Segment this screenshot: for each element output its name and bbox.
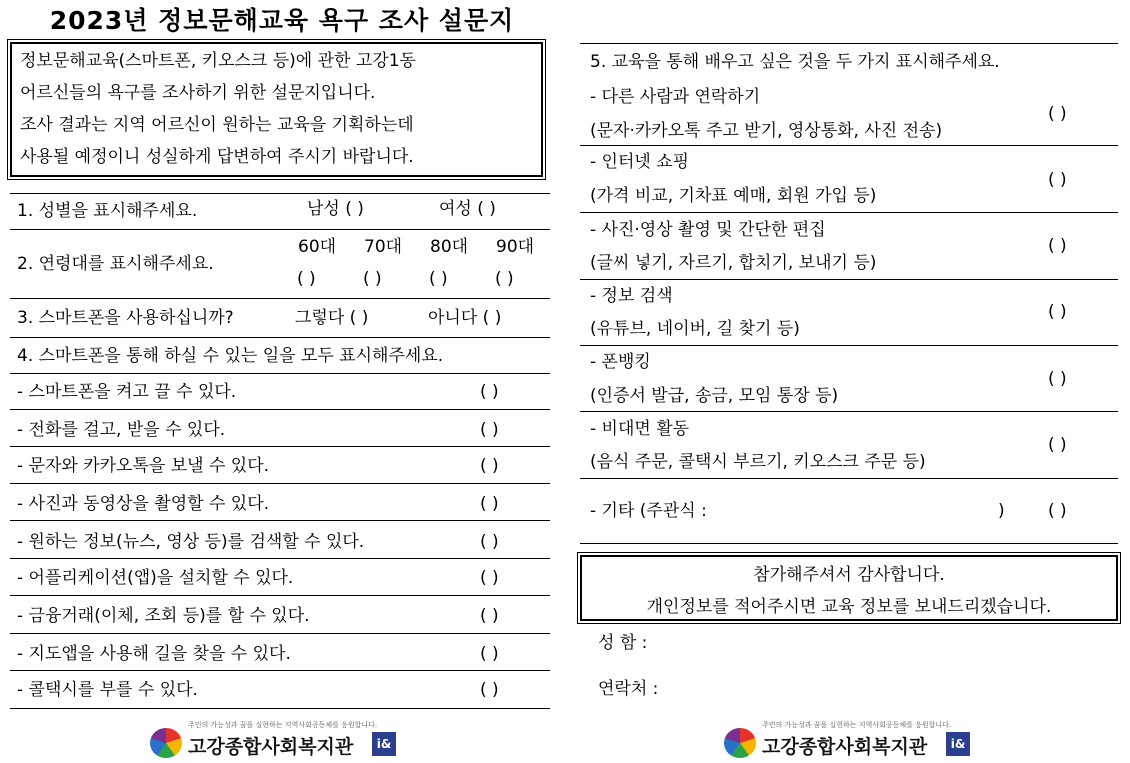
logo-name: 고강종합사회복지관 <box>188 736 354 758</box>
q5-other-checkbox[interactable]: ( ) <box>1048 501 1067 521</box>
intro-line: 어르신들의 욕구를 조사하기 위한 설문지입니다. <box>20 83 376 103</box>
q4-item-checkbox[interactable]: ( ) <box>480 420 499 440</box>
q5-item-title: - 비대면 활동 <box>590 419 690 439</box>
divider <box>580 279 1118 280</box>
divider <box>10 446 550 447</box>
q2-text: 2. 연령대를 표시해주세요. <box>17 254 214 274</box>
divider <box>10 193 550 194</box>
q4-item: - 원하는 정보(뉴스, 영상 등)를 검색할 수 있다. <box>17 532 365 552</box>
intro-box <box>10 42 543 177</box>
q5-item-checkbox[interactable]: ( ) <box>1048 369 1067 389</box>
divider <box>10 373 550 374</box>
q5-item-title: - 사진·영상 촬영 및 간단한 편집 <box>590 220 826 240</box>
q1-male-checkbox[interactable]: 남성 ( ) <box>307 199 364 219</box>
q5-item-title: - 정보 검색 <box>590 286 673 306</box>
q4-item: - 금융거래(이체, 조회 등)를 할 수 있다. <box>17 606 310 626</box>
divider <box>580 43 1118 44</box>
q5-item-checkbox[interactable]: ( ) <box>1048 236 1067 256</box>
q3-text: 3. 스마트폰을 사용하십니까? <box>17 308 234 328</box>
divider <box>580 212 1118 213</box>
q4-item-checkbox[interactable]: ( ) <box>480 680 499 700</box>
emblem-icon <box>150 728 182 758</box>
logo-name: 고강종합사회복지관 <box>762 736 928 758</box>
q4-item-checkbox[interactable]: ( ) <box>480 606 499 626</box>
divider <box>10 229 550 230</box>
divider <box>10 595 550 596</box>
q4-item-checkbox[interactable]: ( ) <box>480 494 499 514</box>
divider <box>10 520 550 521</box>
q2-age-label: 90대 <box>496 237 535 257</box>
q4-item: - 콜택시를 부를 수 있다. <box>17 680 198 700</box>
badge-icon: i& <box>372 732 396 756</box>
q2-age-checkbox[interactable]: ( ) <box>363 269 382 289</box>
q4-item: - 어플리케이션(앱)을 설치할 수 있다. <box>17 568 294 588</box>
q1-text: 1. 성별을 표시해주세요. <box>17 201 198 221</box>
q2-age-label: 70대 <box>364 237 403 257</box>
divider <box>10 483 550 484</box>
thanks-line: 참가해주셔서 감사합니다. <box>753 565 945 585</box>
q5-text: 5. 교육을 통해 배우고 싶은 것을 두 가지 표시해주세요. <box>590 52 1000 72</box>
q4-item-checkbox[interactable]: ( ) <box>480 382 499 402</box>
divider <box>580 543 1118 544</box>
q5-item-checkbox[interactable]: ( ) <box>1048 435 1067 455</box>
divider <box>580 478 1118 479</box>
divider <box>580 411 1118 412</box>
q2-age-label: 60대 <box>298 237 337 257</box>
divider <box>580 145 1118 146</box>
divider <box>10 708 550 709</box>
q4-item-checkbox[interactable]: ( ) <box>480 644 499 664</box>
q5-item-detail: (유튜브, 네이버, 길 찾기 등) <box>590 319 800 339</box>
intro-line: 정보문해교육(스마트폰, 키오스크 등)에 관한 고강1동 <box>20 51 416 71</box>
q2-age-checkbox[interactable]: ( ) <box>495 269 514 289</box>
q2-age-checkbox[interactable]: ( ) <box>297 269 316 289</box>
intro-line: 조사 결과는 지역 어르신이 원하는 교육을 기획하는데 <box>20 115 414 135</box>
logo-slogan: 주민의 가능성과 꿈을 실현하는 지역사회공동체를 응원합니다. <box>188 721 378 729</box>
intro-line: 사용될 예정이니 성실하게 답변하여 주시기 바랍니다. <box>20 147 414 167</box>
q4-item: - 전화를 걸고, 받을 수 있다. <box>17 420 226 440</box>
q2-age-label: 80대 <box>430 237 469 257</box>
q5-item-checkbox[interactable]: ( ) <box>1048 104 1067 124</box>
q3-yes-checkbox[interactable]: 그렇다 ( ) <box>295 308 369 328</box>
page-title: 2023년 정보문해교육 욕구 조사 설문지 <box>49 6 515 35</box>
q5-item-title: - 인터넷 쇼핑 <box>590 152 690 172</box>
q5-item-title: - 다른 사람과 연락하기 <box>590 87 761 107</box>
divider <box>580 345 1118 346</box>
q5-item-title: - 폰뱅킹 <box>590 352 651 372</box>
q4-item-checkbox[interactable]: ( ) <box>480 568 499 588</box>
q4-item-checkbox[interactable]: ( ) <box>480 456 499 476</box>
q1-female-checkbox[interactable]: 여성 ( ) <box>439 199 496 219</box>
q5-item-detail: (가격 비교, 기차표 예매, 회원 가입 등) <box>590 186 877 206</box>
q4-item: - 사진과 동영상을 촬영할 수 있다. <box>17 494 270 514</box>
divider <box>10 337 550 338</box>
divider <box>10 670 550 671</box>
welfare-center-logo <box>150 720 402 760</box>
q5-item-detail: (문자·카카오톡 주고 받기, 영상통화, 사진 전송) <box>590 121 943 141</box>
q4-text: 4. 스마트폰을 통해 하실 수 있는 일을 모두 표시해주세요. <box>17 346 444 366</box>
emblem-icon <box>724 728 756 758</box>
q5-item-detail: (음식 주문, 콜택시 부르기, 키오스크 주문 등) <box>590 452 926 472</box>
q5-item-detail: (글씨 넣기, 자르기, 합치기, 보내기 등) <box>590 253 877 273</box>
q4-item: - 문자와 카카오톡을 보낼 수 있다. <box>17 456 270 476</box>
divider <box>10 409 550 410</box>
thanks-box <box>580 555 1118 621</box>
divider <box>10 558 550 559</box>
name-label: 성 함 : <box>598 633 648 653</box>
welfare-center-logo <box>724 720 976 760</box>
q2-age-checkbox[interactable]: ( ) <box>429 269 448 289</box>
badge-icon: i& <box>946 732 970 756</box>
q4-item: - 스마트폰을 켜고 끌 수 있다. <box>17 382 237 402</box>
divider <box>10 298 550 299</box>
q5-other-close: ) <box>998 501 1005 521</box>
q5-item-detail: (인증서 발급, 송금, 모임 통장 등) <box>590 386 839 406</box>
q4-item-checkbox[interactable]: ( ) <box>480 532 499 552</box>
divider <box>10 633 550 634</box>
q5-item-checkbox[interactable]: ( ) <box>1048 302 1067 322</box>
q3-no-checkbox[interactable]: 아니다 ( ) <box>428 308 502 328</box>
logo-slogan: 주민의 가능성과 꿈을 실현하는 지역사회공동체를 응원합니다. <box>762 721 952 729</box>
thanks-line: 개인정보를 적어주시면 교육 정보를 보내드리겠습니다. <box>646 597 1052 617</box>
q4-item: - 지도앱을 사용해 길을 찾을 수 있다. <box>17 644 291 664</box>
q5-item-checkbox[interactable]: ( ) <box>1048 170 1067 190</box>
q5-other-label: - 기타 (주관식 : <box>590 501 707 521</box>
phone-label: 연락처 : <box>598 679 659 699</box>
